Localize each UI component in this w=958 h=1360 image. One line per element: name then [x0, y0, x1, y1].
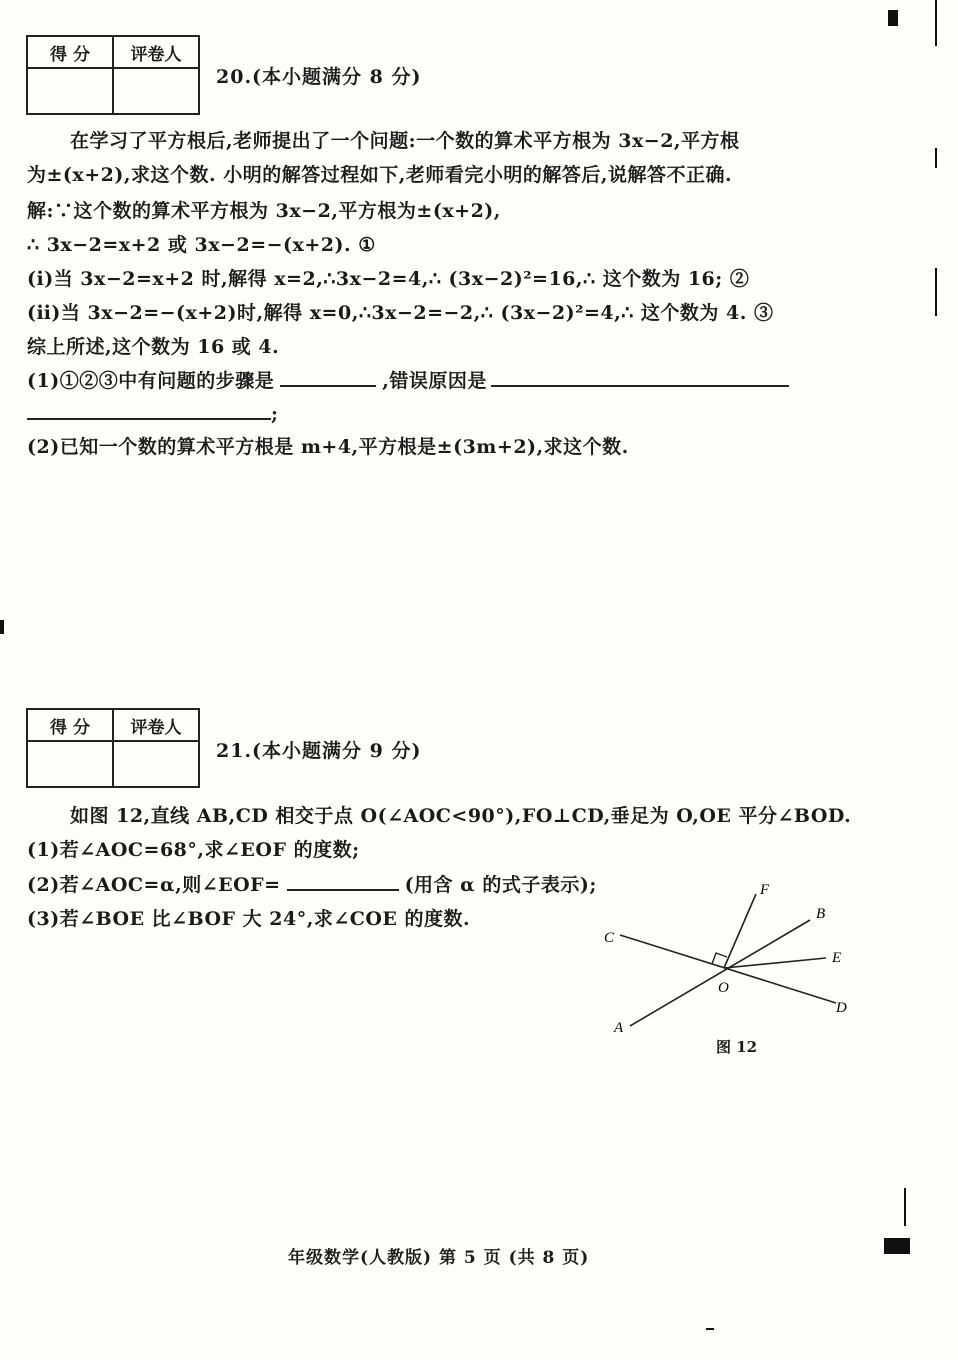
score-header: 得 分 [27, 36, 113, 68]
registration-mark-bottom [884, 1238, 910, 1254]
score-header: 得 分 [27, 709, 113, 741]
score-cell[interactable] [27, 68, 113, 114]
score-table-q21 [26, 708, 200, 788]
grader-cell[interactable] [113, 741, 199, 787]
q21-part1: (1)若∠AOC=68°,求∠EOF 的度数; [27, 839, 360, 861]
point-label-f: F [760, 882, 770, 898]
q20-line-5: (ⅰ)当 3x−2=x+2 时,解得 x=2,∴3x−2=4,∴ (3x−2)²=16,∴ 这个数为 16; ② [27, 268, 750, 290]
point-label-o: O [718, 980, 729, 996]
q20-part1-middle: ,错误原因是 [382, 370, 487, 392]
binding-line-mark [935, 148, 937, 168]
q20-part1-prefix: (1)①②③中有问题的步骤是 [27, 370, 275, 392]
q21-part3: (3)若∠BOE 比∠BOF 大 24°,求∠COE 的度数. [27, 908, 471, 930]
grader-cell[interactable] [113, 68, 199, 114]
point-label-d: D [836, 1000, 847, 1016]
q20-part2: (2)已知一个数的算术平方根是 m+4,平方根是±(3m+2),求这个数. [27, 436, 629, 458]
question-21-title: 21.(本小题满分 9 分) [216, 740, 422, 762]
binding-line-mark [935, 268, 937, 316]
q20-step-answer-blank[interactable] [280, 367, 376, 387]
line-ab [630, 920, 810, 1026]
binding-line-mark [904, 1188, 906, 1226]
q21-angle-answer-blank[interactable] [287, 871, 399, 891]
grader-header: 评卷人 [113, 709, 199, 741]
q21-part2 [27, 870, 597, 897]
q20-part1 [27, 366, 789, 393]
ray-oe [724, 958, 826, 968]
edge-mark [0, 620, 4, 634]
grader-header: 评卷人 [113, 36, 199, 68]
q20-part1-continued [27, 400, 279, 425]
q20-part1-end: ; [271, 403, 279, 425]
q20-reason-answer-blank-2[interactable] [27, 400, 271, 420]
score-table-q20 [26, 35, 200, 115]
binding-line-mark [935, 0, 937, 46]
edge-mark [706, 1328, 714, 1330]
point-label-c: C [604, 930, 615, 946]
q21-part2-suffix: (用含 α 的式子表示); [404, 874, 597, 896]
question-20-title: 20.(本小题满分 8 分) [216, 66, 422, 88]
point-label-a: A [614, 1020, 624, 1036]
q20-line-7: 综上所述,这个数为 16 或 4. [27, 336, 280, 358]
q20-line-3: 解:∵这个数的算术平方根为 3x−2,平方根为±(x+2), [27, 200, 501, 222]
point-label-b: B [816, 906, 826, 922]
q21-intro: 如图 12,直线 AB,CD 相交于点 O(∠AOC<90°),FO⊥CD,垂足为 O,OE 平分∠BOD. [70, 805, 852, 827]
q20-line-6: (ⅱ)当 3x−2=−(x+2)时,解得 x=0,∴3x−2=−2,∴ (3x−2)²=4,∴ 这个数为 4. ③ [27, 302, 774, 324]
q20-reason-answer-blank[interactable] [491, 367, 789, 387]
point-label-e: E [832, 950, 842, 966]
geometry-figure-12 [600, 880, 860, 1060]
q21-part2-prefix: (2)若∠AOC=α,则∠EOF= [27, 874, 281, 896]
page-footer: 年级数学(人教版) 第 5 页 (共 8 页) [288, 1248, 590, 1268]
figure-caption: 图 12 [716, 1038, 758, 1056]
score-cell[interactable] [27, 741, 113, 787]
ray-of [724, 894, 756, 968]
right-angle-mark [712, 953, 727, 964]
q20-line-1: 在学习了平方根后,老师提出了一个问题:一个数的算术平方根为 3x−2,平方根 [70, 130, 740, 152]
registration-mark-top [888, 10, 898, 26]
q20-line-2: 为±(x+2),求这个数. 小明的解答过程如下,老师看完小明的解答后,说解答不正确. [27, 164, 733, 186]
q20-line-4: ∴ 3x−2=x+2 或 3x−2=−(x+2). ① [27, 234, 376, 256]
